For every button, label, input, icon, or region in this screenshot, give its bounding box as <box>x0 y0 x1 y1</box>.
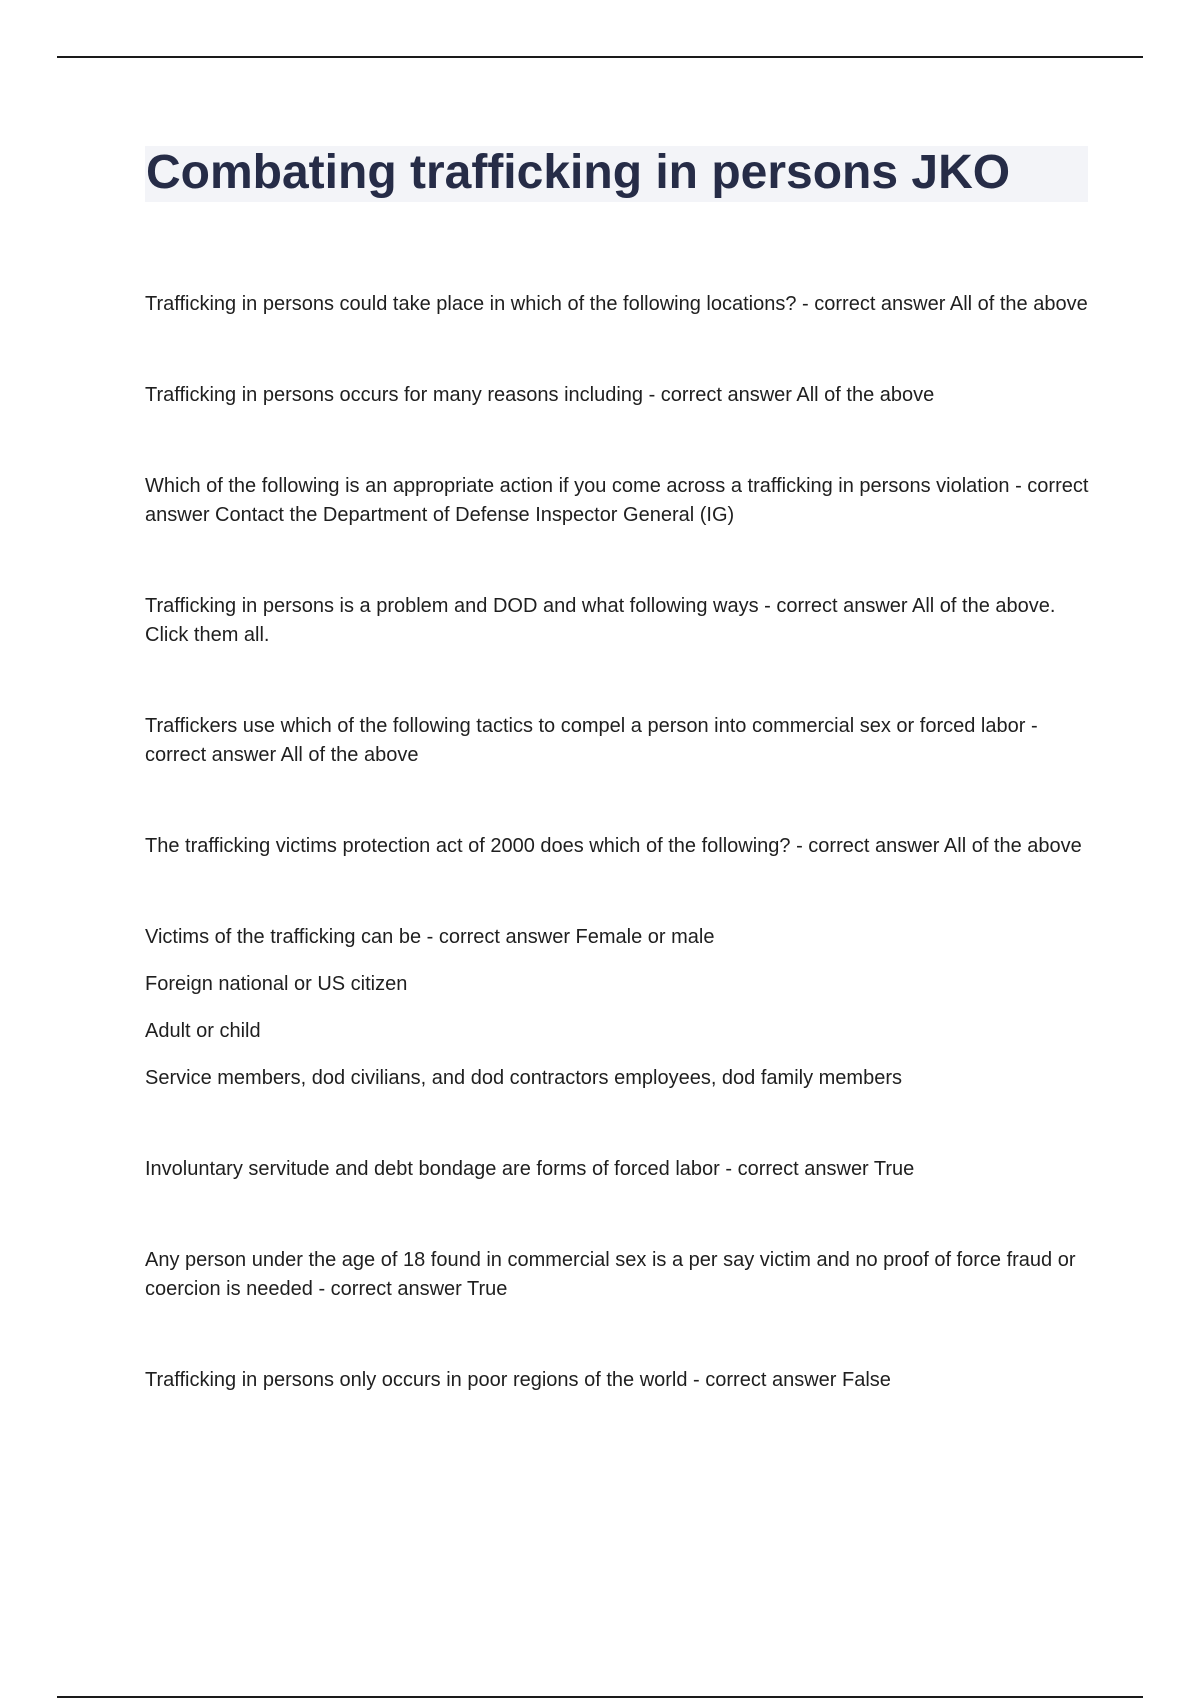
header-rule <box>57 56 1143 58</box>
qa-item-2 <box>145 381 1090 410</box>
qa-item-9 <box>145 1246 1090 1304</box>
qa-text-continued: Adult or child <box>145 1020 261 1042</box>
qa-text-continued: Foreign national or US citizen <box>145 973 408 995</box>
qa-item-10 <box>145 1366 1090 1395</box>
qa-text: Involuntary servitude and debt bondage are forms of forced labor - correct answer True <box>145 1158 915 1180</box>
qa-text: Trafficking in persons could take place in which of the following locations? - correct answer All of the above <box>145 293 1088 315</box>
qa-text: Trafficking in persons only occurs in poor regions of the world - correct answer False <box>145 1369 891 1391</box>
qa-text: Trafficking in persons occurs for many reasons including - correct answer All of the above <box>145 384 935 406</box>
qa-text: The trafficking victims protection act of 2000 does which of the following? - correct answer All of the above <box>145 835 1082 857</box>
document-body <box>145 290 1090 1457</box>
qa-item-4 <box>145 592 1090 650</box>
footer-rule <box>57 1696 1143 1698</box>
qa-text: Any person under the age of 18 found in commercial sex is a per say victim and no proof of force fraud or coercion is needed - correct answer True <box>145 1249 1076 1300</box>
qa-item-6 <box>145 832 1090 861</box>
qa-item-1 <box>145 290 1090 319</box>
qa-text: Trafficking in persons is a problem and DOD and what following ways - correct answer All of the above. Click them all. <box>145 595 1056 646</box>
qa-text: Victims of the trafficking can be - correct answer Female or male <box>145 926 715 948</box>
qa-item-5 <box>145 712 1090 770</box>
qa-text: Traffickers use which of the following tactics to compel a person into commercial sex or forced labor - correct answer All of the above <box>145 715 1038 766</box>
qa-item-3 <box>145 472 1090 530</box>
qa-item-8 <box>145 1155 1090 1184</box>
qa-text-continued: Service members, dod civilians, and dod contractors employees, dod family members <box>145 1067 902 1089</box>
page-title: Combating trafficking in persons JKO <box>146 146 1011 199</box>
qa-item-7 <box>145 923 1090 1093</box>
qa-text: Which of the following is an appropriate action if you come across a trafficking in persons violation - correct answer Contact the Department of Defense Inspector General (IG) <box>145 475 1089 526</box>
